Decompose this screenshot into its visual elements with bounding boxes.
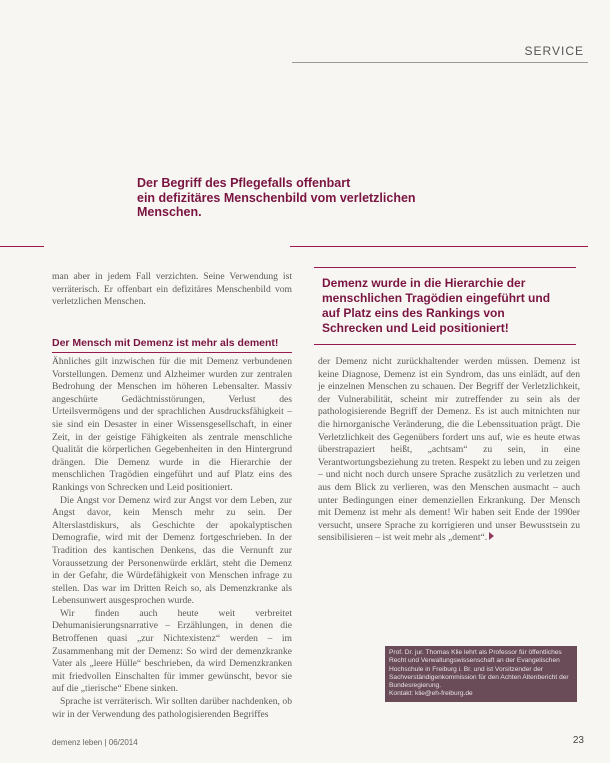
subheading: Der Mensch mit Demenz ist mehr als dement! bbox=[52, 337, 279, 349]
pull-quote-rule-top bbox=[314, 267, 576, 268]
column-1-text bbox=[52, 356, 292, 721]
page-number: 23 bbox=[572, 735, 584, 746]
paragraph: Die Angst vor Demenz wird zur Angst vor dem Leben, zur Angst davor, kein Mensch mehr zu sein. Der Alterslastdiskurs, als Geschichte der apokalyptischen Demografie, wird mit der Demenz fortgeschrieben. In der Tradition des kantischen Denkens, das die Vernunft zur Voraussetzung der Personenwürde erklärt, steht die Demenz in der Gefahr, die Würdefähigkeit von Menschen infrage zu stellen. Das war im Dritten Reich so, als Demenzkranke als Lebensunwert ausgesprochen wurde. bbox=[52, 494, 292, 607]
pull-quote-right-line: Schrecken und Leid positioniert! bbox=[322, 321, 509, 335]
pull-quote-top-line: Der Begriff des Pflegefalls offenbart bbox=[137, 176, 351, 190]
pull-quote-right-line: menschlichen Tragödien eingeführt und bbox=[322, 291, 551, 305]
section-divider bbox=[292, 62, 588, 63]
subheading-rule bbox=[52, 352, 292, 353]
divider-rule bbox=[290, 246, 588, 247]
paragraph: Wir finden auch heute weit verbreitet Dehumanisierungsnarrative – Erzählungen, in denen die Betroffenen quasi „zur Nichtexistenz“ werden – im Zusammenhang mit der Demenz: So wird der demenzkranke Vater als „leere Hülle“ beschrieben, da wird Demenzkranken mit friedvollen Einschalten für immer gewünscht, bevor sie auf die „tierische“ Ebene sinken. bbox=[52, 607, 292, 695]
column-1-top-text bbox=[52, 271, 292, 309]
author-contact: Kontakt: klie@eh-freiburg.de bbox=[389, 690, 473, 698]
end-mark-icon bbox=[489, 532, 494, 540]
pull-quote-right-line: auf Platz eins des Rankings von bbox=[322, 306, 505, 320]
section-label: SERVICE bbox=[524, 44, 584, 58]
pull-quote-top-line: Menschen. bbox=[137, 205, 202, 219]
pull-quote-top bbox=[137, 176, 437, 220]
author-info-box bbox=[385, 646, 577, 702]
paragraph: Ähnliches gilt inzwischen für die mit Demenz verbundenen Vorstellungen. Demenz und Alzheimer wurden zur zentralen Bedrohung der Menschen im höheren Lebensalter. Massiv angeschürte Gedächtnisstörungen, Verlust des Urteilsvermögens und der sprachlichen Ausdrucksfähigkeit – sie sind ein Desaster in einer Wissensgesellschaft, in einer Zeit, in der geistige Fähigkeiten als zentrale menschliche Qualität die körperlichen Gegebenheiten in den Hintergrund drängen. Die Demenz wurde in die Hierarchie der menschlichen Tragödien eingeführt und auf Platz eins des Rankings von Schrecken und Leid positioniert. bbox=[52, 356, 292, 493]
paragraph-text: der Demenz nicht zurückhaltender werden müssen. Demenz ist keine Diagnose, Demenz ist ein Syndrom, das uns einlädt, auf den je einzelnen Menschen zu schauen. Der Begriff der Verletzlichkeit, der Vulnerabilität, scheint mir zutreffender zu sein als der pathologisierende Begriff der Demenz. Es ist auch mitnichten nur die hirnorganische Veränderung, die die Lebenssituation prägt. Die Verletzlichkeit des Gegenübers fordert uns auf, wie es heute etwas überstrapaziert heißt, „achtsam“ zu sein, in eine Verantwortungsbeziehung zu treten. Respekt zu leben und zu zeigen – und nicht noch durch unsere Sprache zusätzlich zu verletzen und aus dem Blick zu verlieren, was den Menschen ausmacht – auch unter Bedingungen einer demenziellen Erkrankung. Der Mensch mit Demenz ist mehr als dement! Wir haben seit Ende der 1990er versucht, unsere Sprache zu korrigieren und unser Bewusstsein zu sensibilisieren – ist weit mehr als „dement“. bbox=[318, 356, 580, 544]
footer-publication: demenz leben | 06/2014 bbox=[52, 738, 138, 747]
paragraph bbox=[318, 356, 580, 545]
column-2-text bbox=[318, 356, 580, 545]
paragraph: Sprache ist verräterisch. Wir sollten darüber nachdenken, ob wir in der Verwendung des pathologisierenden Begriffes bbox=[52, 696, 292, 720]
divider-rule bbox=[0, 246, 44, 247]
paragraph: man aber in jedem Fall verzichten. Seine Verwendung ist verräterisch. Er offenbart ein defizitäres Menschenbild vom verletzlichen Menschen. bbox=[52, 271, 292, 308]
author-bio: Prof. Dr. jur. Thomas Klie lehrt als Professor für öffentliches Recht und Verwaltungswissenschaft an der Evangelischen Hochschule in Freiburg i. Br. und ist Vorsitzender der Sachverständigenkommission für den Achten Altenbericht der Bundesregierung. bbox=[389, 649, 569, 690]
pull-quote-top-line: ein defizitäres Menschenbild vom verletzlichen bbox=[137, 190, 416, 205]
pull-quote-right bbox=[322, 276, 577, 336]
pull-quote-rule-bottom bbox=[314, 344, 576, 345]
pull-quote-right-line: Demenz wurde in die Hierarchie der bbox=[322, 276, 526, 290]
